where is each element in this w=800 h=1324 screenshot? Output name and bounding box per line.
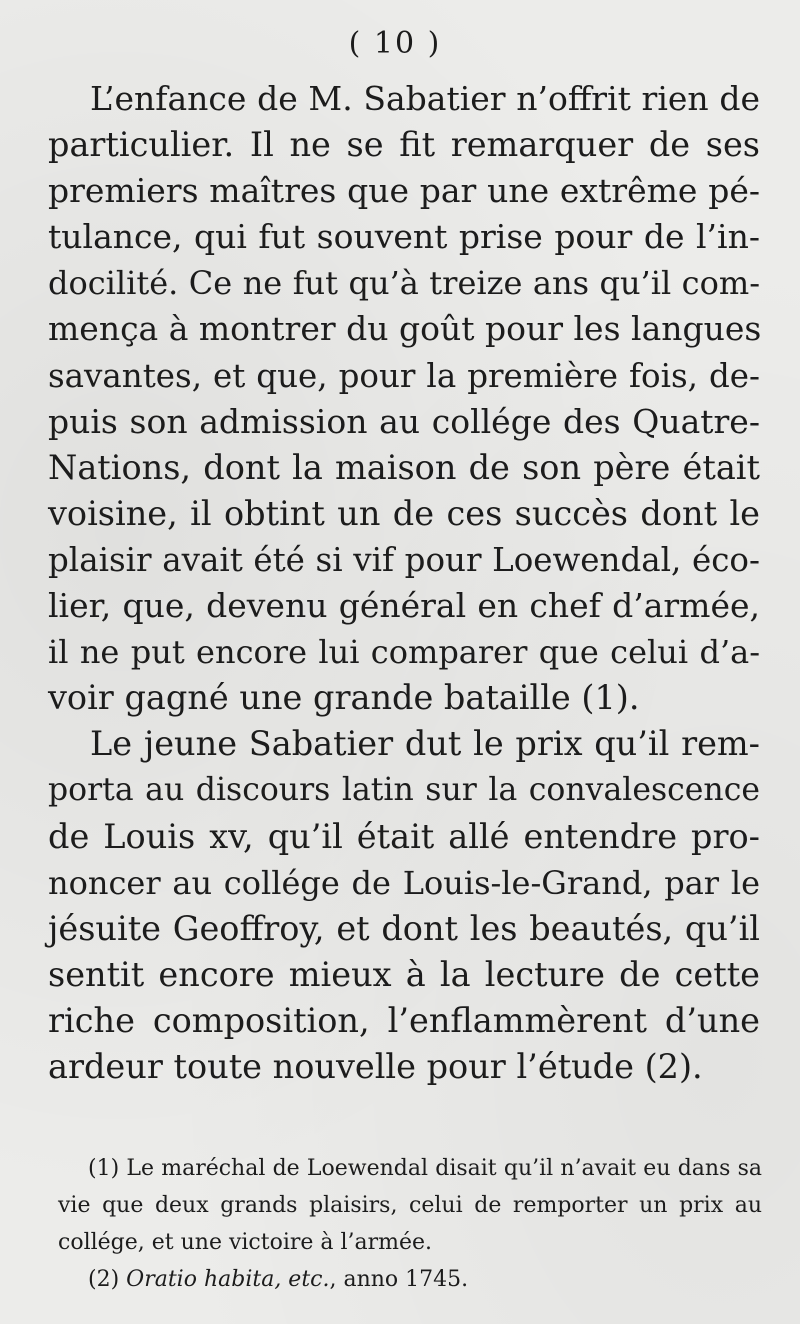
text-line: docilité. Ce ne fut qu’à treize ans qu’il com- — [48, 264, 760, 303]
text-line: sentit encore mieux à la lecture de cette — [48, 954, 760, 994]
footnote-2 — [58, 1261, 762, 1298]
text-line: Le jeune Sabatier dut le prix qu’il rem- — [90, 724, 760, 764]
text-line: voir gagné une grande bataille (1). — [48, 678, 640, 718]
footnote-1-line: collége, et une victoire à l’armée. — [58, 1230, 433, 1255]
text-line: de Louis xv, qu’il était allé entendre pro- — [48, 816, 760, 856]
text-line: porta au discours latin sur la convalescence — [48, 772, 760, 809]
footnote-2-title: Oratio habita, etc. — [126, 1267, 330, 1292]
text-line: savantes, et que, pour la première fois, de- — [48, 356, 760, 395]
text-line: jésuite Geoffroy, et dont les beautés, qu’il — [48, 908, 760, 948]
body-text — [48, 76, 760, 1090]
text-line: plaisir avait été si vif pour Loewendal, éco- — [48, 540, 760, 579]
text-line: lier, que, devenu général en chef d’armée, — [48, 586, 760, 626]
footnote-2-rest: , anno 1745. — [329, 1267, 469, 1292]
footnote-1-line: (1) Le maréchal de Loewendal disait qu’il n’avait eu dans sa — [88, 1156, 762, 1181]
footnote-2-marker: (2) — [88, 1267, 120, 1292]
text-line: ardeur toute nouvelle pour l’étude (2). — [48, 1046, 703, 1086]
text-line: il ne put encore lui comparer que celui d’a- — [48, 633, 760, 672]
footnote-1-line: vie que deux grands plaisirs, celui de remporter un prix au — [58, 1193, 762, 1218]
footnotes — [58, 1150, 762, 1298]
text-line: voisine, il obtint un de ces succès dont le — [48, 493, 760, 533]
text-line: tulance, qui fut souvent prise pour de l’in- — [48, 217, 760, 257]
text-line: Nations, dont la maison de son père était — [48, 447, 760, 487]
text-line: premiers maîtres que par une extrême pé- — [48, 171, 760, 211]
text-line: riche composition, l’enflammèrent d’une — [48, 1000, 760, 1040]
page-number: ( 10 ) — [348, 26, 442, 61]
text-line: L’enfance de M. Sabatier n’offrit rien de — [90, 79, 760, 118]
text-line: noncer au collége de Louis-le-Grand, par le — [48, 863, 760, 902]
text-line: particulier. Il ne se fit remarquer de ses — [48, 125, 760, 165]
text-line: puis son admission au collége des Quatre- — [48, 401, 760, 441]
text-line: mença à montrer du goût pour les langues — [48, 309, 762, 349]
